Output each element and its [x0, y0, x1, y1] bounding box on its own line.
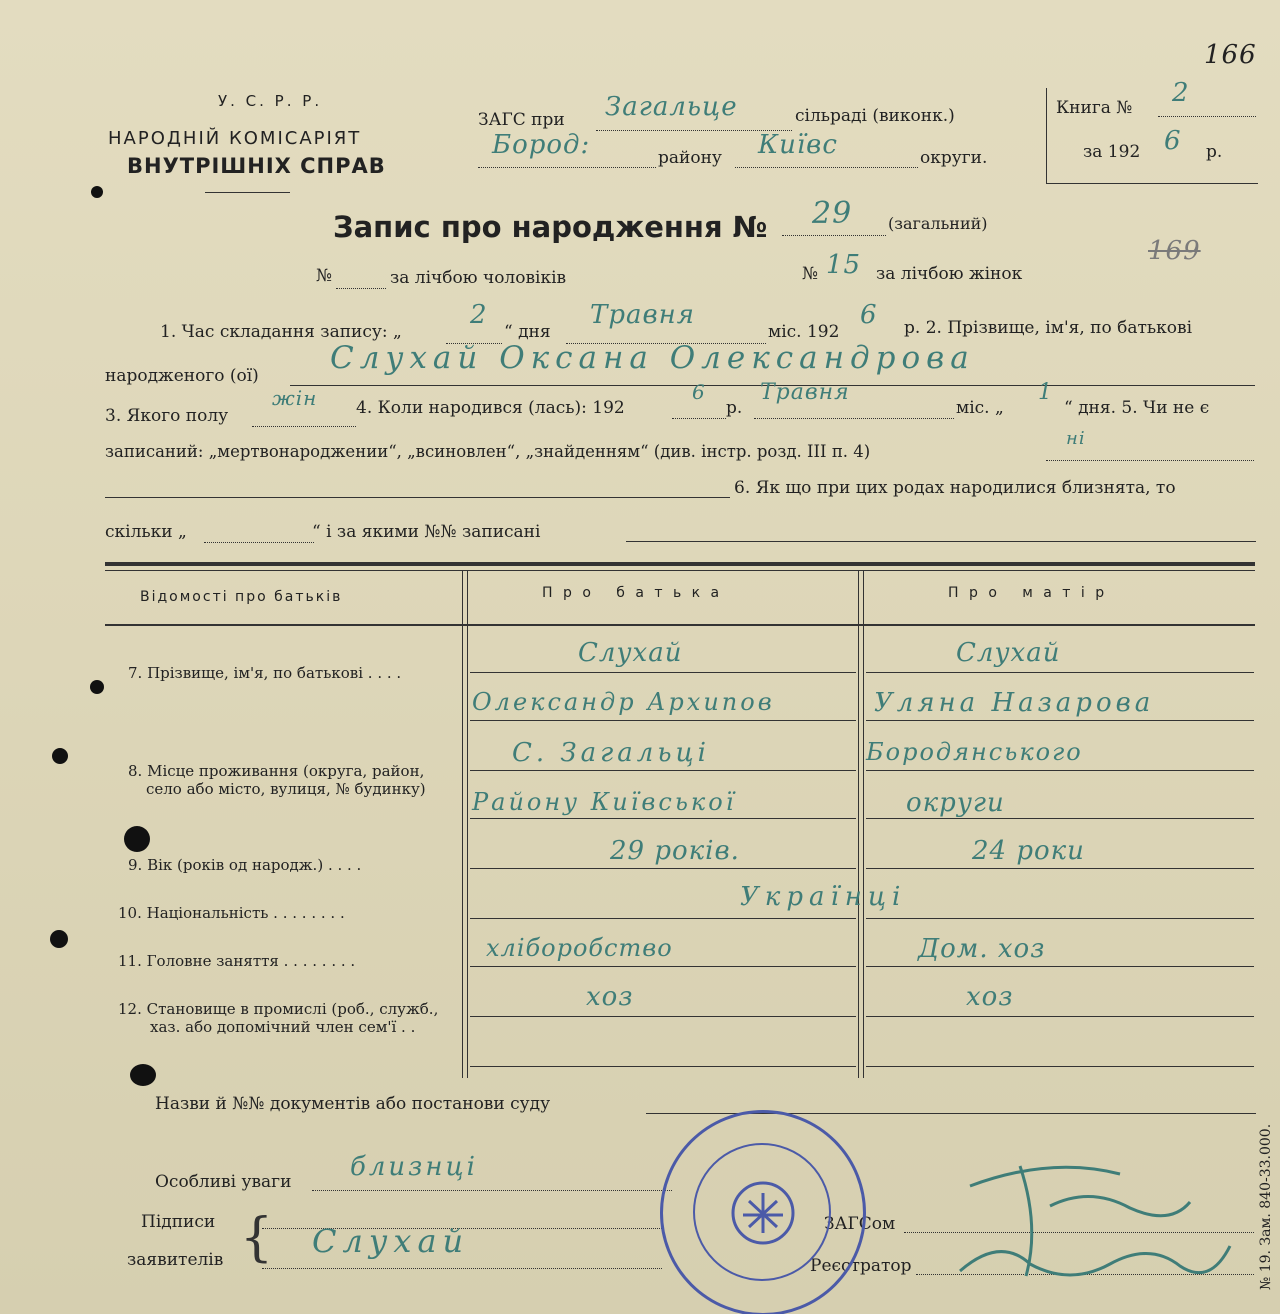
row9-label: 9. Вік (років од народж.) . . . . — [128, 856, 362, 874]
row4-label: записаний: „мертвонароджении“, „всиновлен“, „знайденням“ (див. інстр. розд. III п. 4) — [105, 442, 871, 461]
zags-prefix: ЗАГС при — [478, 110, 565, 130]
father-surname: Слухай — [578, 638, 683, 668]
record-number: 29 — [812, 196, 853, 231]
official-stamp-icon — [660, 1110, 866, 1314]
mother-surname: Слухай — [956, 638, 1061, 668]
zags-district-label: району — [658, 148, 722, 168]
cell-rule — [866, 818, 1254, 819]
row1-day-label: “ дня — [504, 322, 551, 342]
cell-rule — [470, 672, 856, 673]
cell-rule — [470, 868, 856, 869]
table-header-father: П р о б а т ь к а — [542, 585, 723, 601]
row1-month: Травня — [590, 300, 695, 330]
cell-rule — [470, 770, 856, 771]
birth-month: Травня — [760, 380, 850, 405]
zags-district-line — [478, 167, 656, 168]
father-residence-1: С. Загальці — [512, 738, 710, 768]
row6-count-line — [204, 542, 314, 543]
row10-label: 10. Національність . . . . . . . . — [118, 904, 345, 922]
cell-rule — [866, 966, 1254, 967]
row8-label-2: село або місто, вулиця, № будинку) — [146, 780, 426, 798]
book-box-left — [1046, 88, 1047, 184]
table-col-divider-1b — [467, 570, 468, 1078]
side-print-text: № 19. Зам. 840-33.000. — [1258, 1123, 1274, 1290]
men-no-sign: № — [316, 266, 333, 286]
row3-mis: міс. „ — [956, 398, 1004, 418]
punch-hole — [91, 186, 103, 198]
signature-line-2 — [262, 1268, 662, 1269]
table-col-divider-2b — [863, 570, 864, 1078]
mother-residence-2: округи — [906, 788, 1005, 818]
official-signature-icon — [930, 1146, 1250, 1296]
cell-rule — [470, 720, 856, 721]
record-number-line — [782, 235, 886, 236]
punch-hole — [130, 1064, 156, 1086]
father-name: Олександр Архипов — [472, 688, 775, 716]
row7-label: 7. Прізвище, ім'я, по батькові . . . . — [128, 664, 402, 682]
state-label: У. С. Р. Р. — [218, 92, 323, 110]
punch-hole — [124, 826, 150, 852]
book-year-digit: 6 — [1164, 126, 1182, 156]
table-top-rule-thin — [105, 570, 1255, 571]
row4-answer-line — [1046, 460, 1254, 461]
father-age: 29 років. — [610, 836, 740, 866]
table-top-rule — [105, 562, 1255, 566]
row3-month-line — [754, 418, 954, 419]
book-number-line — [1158, 116, 1256, 117]
row5-label: 6. Як що при цих родах народилися близнята, то — [734, 478, 1176, 498]
row3-rest: “ дня. 5. Чи не є — [1064, 398, 1210, 418]
row3-when: 4. Коли народився (лась): 192 — [356, 398, 625, 418]
row8-label-1: 8. Місце проживання (округа, район, — [128, 762, 425, 780]
remarks-line — [312, 1190, 672, 1191]
header-rule — [205, 192, 290, 193]
row3-year-line — [672, 418, 726, 419]
book-number: 2 — [1172, 78, 1190, 108]
mother-residence-1: Бородянського — [866, 738, 1083, 766]
cell-rule — [866, 1016, 1254, 1017]
cell-rule — [470, 918, 856, 919]
page-number: 166 — [1204, 40, 1257, 70]
row6-line — [626, 541, 1256, 542]
signatures-brace: { — [240, 1208, 274, 1268]
mother-age: 24 роки — [972, 836, 1085, 866]
zags-village-suffix: сільраді (виконк.) — [795, 106, 955, 126]
cell-rule — [866, 672, 1254, 673]
men-count-label: за лічбою чоловіків — [390, 268, 567, 288]
father-occupation: хліборобство — [486, 934, 673, 962]
book-label: Книга № — [1056, 98, 1133, 118]
women-count-label: за лічбою жінок — [876, 264, 1023, 284]
child-sex: жін — [272, 386, 318, 410]
row4-answer: ні — [1066, 428, 1086, 449]
book-box-bottom — [1046, 183, 1258, 184]
cell-rule — [866, 1066, 1254, 1067]
cell-rule — [470, 1066, 856, 1067]
zags-okruha-label: округи. — [920, 148, 988, 168]
book-year-prefix: за 192 — [1083, 142, 1141, 162]
row3-r: р. — [726, 398, 743, 418]
old-record-number: 169 — [1148, 236, 1201, 266]
row11-label: 11. Головне заняття . . . . . . . . — [118, 952, 356, 970]
nationality-shared: Українці — [740, 882, 907, 912]
mother-occupation: Дом. хоз — [918, 934, 1046, 964]
row5-line — [105, 497, 730, 498]
child-full-name: Слухай Оксана Олександрова — [330, 340, 975, 376]
table-header-mother: П р о м а т і р — [948, 585, 1108, 601]
men-count-line — [336, 288, 386, 289]
commissariat-line-2: ВНУТРІШНІХ СПРАВ — [127, 154, 386, 178]
birth-year: 6 — [692, 380, 706, 404]
punch-hole — [90, 680, 104, 694]
registrar-signature-label: Реєстратор — [810, 1256, 912, 1276]
row1-label: 1. Час складання запису: „ — [160, 322, 402, 342]
mother-name: Уляна Назарова — [874, 688, 1155, 718]
row1-rest: р. 2. Прізвище, ім'я, по батькові — [904, 318, 1193, 338]
remarks-value: близнці — [350, 1152, 478, 1182]
row6-label-2: “ і за якими №№ записані — [312, 522, 541, 542]
signatures-label-2: заявителів — [127, 1250, 224, 1270]
book-year-suffix: р. — [1206, 142, 1223, 162]
punch-hole — [50, 930, 68, 948]
women-count-number: 15 — [826, 250, 862, 280]
cell-rule — [470, 818, 856, 819]
stamp-emblem-icon — [725, 1175, 801, 1251]
row3-label: 3. Якого полу — [105, 406, 229, 426]
punch-hole — [52, 748, 68, 764]
zags-okruha-line — [735, 167, 918, 168]
father-position: хоз — [586, 982, 634, 1012]
signatures-label-1: Підписи — [141, 1212, 216, 1232]
zags-district: Бород: — [492, 130, 591, 160]
birth-day: 1 — [1038, 380, 1053, 405]
row2-label: народженого (ої) — [105, 366, 259, 386]
zags-signature-label: ЗАГСом — [824, 1214, 896, 1234]
row12-label-1: 12. Становище в промислі (роб., служб., — [118, 1000, 439, 1018]
commissariat-line-1: НАРОДНІЙ КОМІСАРІЯТ — [108, 128, 362, 149]
table-header-parents: Відомості про батьків — [140, 589, 343, 605]
row12-label-2: хаз. або допомічний член сем'ї . . — [150, 1018, 416, 1036]
record-title-suffix: (загальний) — [888, 214, 988, 233]
father-residence-2: Району Київської — [472, 788, 737, 816]
row1-day: 2 — [470, 300, 488, 330]
row1-month-label: міс. 192 — [768, 322, 840, 342]
table-col-divider-1 — [462, 570, 463, 1078]
row3-sex-line — [252, 426, 356, 427]
zags-village: Загальце — [605, 92, 738, 122]
cell-rule — [470, 966, 856, 967]
remarks-label: Особливі уваги — [155, 1172, 292, 1192]
mother-position: хоз — [966, 982, 1014, 1012]
cell-rule — [866, 918, 1254, 919]
cell-rule — [866, 770, 1254, 771]
documents-label: Назви й №№ документів або постанови суду — [155, 1094, 551, 1114]
table-col-divider-2 — [858, 570, 859, 1078]
row1-year: 6 — [860, 300, 878, 330]
table-header-bottom — [105, 624, 1255, 626]
women-no-sign: № — [802, 264, 819, 284]
cell-rule — [866, 868, 1254, 869]
cell-rule — [866, 720, 1254, 721]
applicant-signature: Слухай — [312, 1222, 470, 1260]
cell-rule — [470, 1016, 856, 1017]
zags-okruha: Київс — [758, 130, 838, 160]
record-title: Запис про народження № — [333, 210, 768, 244]
row6-label-1: скільки „ — [105, 522, 187, 542]
